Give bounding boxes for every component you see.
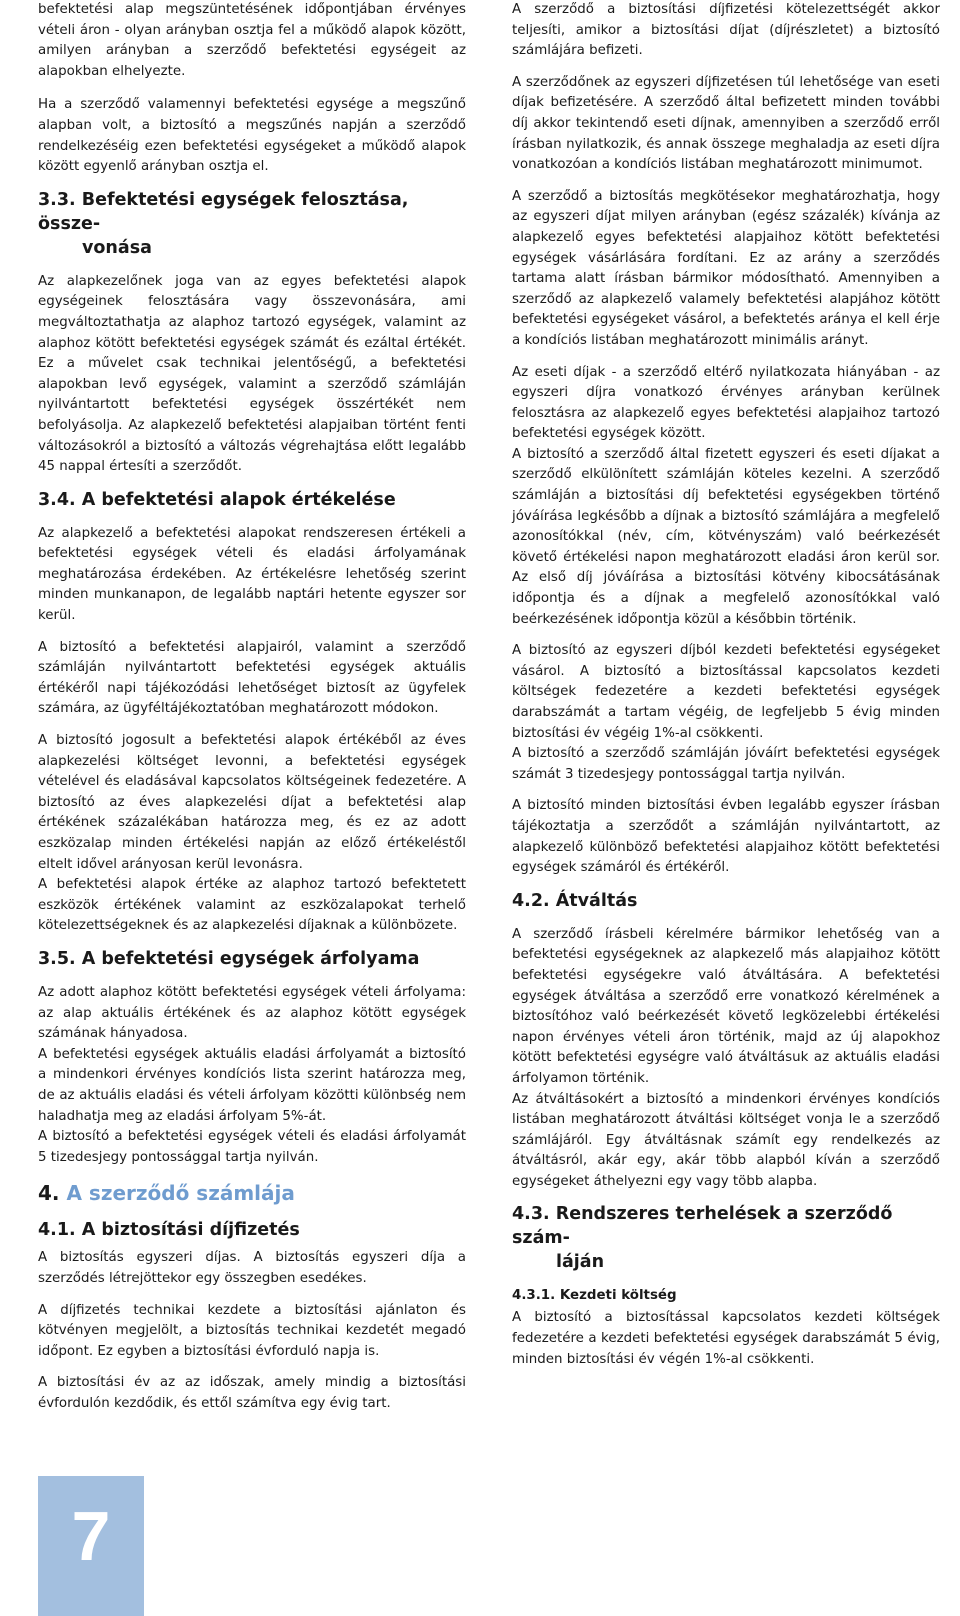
paragraph: befektetési alap megszüntetésének időpontjában érvényes vételi áron - olyan arányban osztja fel a működő alapok között, amilyen arányban a szerződő befektetési egységeit az alapokban elhelyezte. [38, 2, 466, 79]
heading-3-4: 3.4. A befektetési alapok értékelése [38, 489, 396, 510]
paragraph: A szerződőnek az egyszeri díjfizetésen túl lehetősége van eseti díjak befizetésére. A szerződő által befizetett minden további díj akkor tekintendő eseti díjnak, amennyiben a szerződő erről írásban nyilatkozik, és annak összege meghaladja az eseti díjra vonatkozóan a kondíciós listában meghatározott minimumot. [512, 74, 940, 173]
paragraph: A biztosító a befektetési alapjairól, valamint a szerződő számláján nyilvántartott befektetési egységek aktuális értékéről napi tájékozódási lehetőséget biztosít az ügyfelek számára, az ügyféltájékoztatóban meghatározott módokon. [38, 639, 466, 717]
paragraph: A biztosító a befektetési egységek vételi és eladási árfolyamát 5 tizedesjegy pontossággal tartja nyilván. [38, 1129, 466, 1165]
paragraph: A biztosító minden biztosítási évben legalább egyszer írásban tájékoztatja a szerződőt a számláján nyilvántartott, az alapkezelő különböző befektetési alapjaihoz kötött befektetési egységek számáról és értékéről. [512, 798, 940, 876]
heading-4-3-1: 4.3.1. Kezdeti költség [512, 1288, 677, 1304]
right-column [512, 0, 940, 1381]
paragraph: Az adott alaphoz kötött befektetési egységek vételi árfolyama: az alap aktuális értékének és az alaphoz kötött egységek számának hányadosa. [38, 984, 466, 1042]
heading-3-3-line1: 3.3. Befektetési egységek felosztása, össze- [38, 189, 409, 234]
paragraph: A biztosítás egyszeri díjas. A biztosítás egyszeri díja a szerződés létrejöttekor egy összegben esedékes. [38, 1250, 466, 1286]
paragraph: Az alapkezelőnek joga van az egyes befektetési alapok egységeinek felosztására vagy összevonására, ami megváltoztathatja az alaphoz tartozó egységek, valamint az alaphoz kötött befektetési egységek számát és ezáltal értékét. Ez a művelet csak technikai jelentőségű, a befektetési alapokban levő egységek, valamint a szerződő számláján nyilvántartott befektetési egységek összértékét nem befolyásolja. Az alapkezelő befektetési alapjaiban történt fenti változásokról a biztosító a változás végrehajtása előtt legalább 45 nappal értesíti a szerződőt. [38, 273, 466, 475]
heading-4-1: 4.1. A biztosítási díjfizetés [38, 1220, 300, 1241]
paragraph: A befektetési alapok értéke az alaphoz tartozó befektetett eszközök értékének valamint az eszközalapokat terhelő kötelezettségeknek és az alapkezelési díjaknak a különbözete. [38, 877, 466, 934]
heading-3-3 [38, 188, 466, 260]
paragraph: A biztosító a szerződő számláján jóváírt befektetési egységek számát 3 tizedesjegy pontossággal tartja nyilván. [512, 746, 940, 782]
heading-3-5: 3.5. A befektetési egységek árfolyama [38, 948, 420, 969]
paragraph: Az alapkezelő a befektetési alapokat rendszeresen értékeli a befektetési egységek vételi és eladási árfolyamának meghatározása érdekében. Az értékelésre lehetőség szerint minden munkanapon, de legalább naptári hetente egyszer sor kerül. [38, 525, 466, 624]
heading-4-3-line2: láján [556, 1252, 605, 1273]
heading-4-2: 4.2. Átváltás [512, 890, 638, 911]
paragraph: A biztosítási év az az időszak, amely mindig a biztosítási évfordulón kezdődik, és ettől számítva egy évig tart. [38, 1375, 466, 1411]
chapter-heading-4 [38, 1180, 466, 1206]
paragraph: Az eseti díjak - a szerződő eltérő nyilatkozata hiányában - az egyszeri díjra vonatkozó érvényes arányban kerülnek felosztásra az alapkezelő egyes befektetési alapjaihoz tartozó befektetési egységek között. [512, 364, 940, 442]
heading-4-3-line1: 4.3. Rendszeres terhelések a szerződő szám- [512, 1204, 893, 1249]
paragraph: A biztosító a szerződő által fizetett egyszeri és eseti díjakat a szerződő elkülönített számláján köteles kezelni. A szerződő számláján a biztosítási díj befektetési egységekben történő jóváírása legkésőbb a díjnak a biztosító számlájára a megfelelő azonosítókkal (név, cím, kötvényszám) való beérkezését követő értékelési napon meghatározott eladási áron kerül sor. Az első díj jóváírása a biztosítási kötvény kibocsátásának időpontja és a díjnak a megfelelő azonosítókkal való beérkezésének időpontja közül a későbbin történik. [512, 446, 940, 627]
paragraph: Az átváltásokért a biztosító a mindenkori érvényes kondíciós listában meghatározott átváltási költséget vonja le a szerződő számlájáról. Egy átváltásnak számít egy rendelkezés az átváltásról, akár egy, akár több alapból kíván a szerződő egységeket áthelyezni egy vagy több alapba. [512, 1091, 940, 1189]
chapter-number: 4. [38, 1181, 60, 1206]
heading-3-3-line2: vonása [82, 237, 152, 258]
paragraph: A díjfizetés technikai kezdete a biztosítási ajánlaton és kötvényen megjelölt, a biztosítás technikai kezdetét megadó időpont. Ez egyben a biztosítási évforduló napja is. [38, 1302, 466, 1359]
chapter-title: A szerződő számlája [66, 1181, 295, 1206]
paragraph: A biztosító az egyszeri díjból kezdeti befektetési egységeket vásárol. A biztosító a biztosítással kapcsolatos kezdeti költségek fedezetére a kezdeti befektetési egységek darabszámát a tartam végéig, de legfeljebb 5 évig minden biztosítási év végéig 1%-al csökkenti. [512, 643, 940, 741]
page-number-tab [38, 1476, 144, 1616]
paragraph: A szerződő írásbeli kérelmére bármikor lehetőség van a befektetési egységeknek az alapkezelő más alapjaihoz kötött befektetési egységekre való átváltására. A befektetési egységek átváltása a szerződő erre vonatkozó kérelmének a biztosítóhoz való beérkezését követő legközelebbi értékelési napon érvényes vételi áron történik, majd az új alapokhoz kötött befektetési egységre való átváltásuk az aktuális eladási árfolyamon történik. [512, 926, 940, 1086]
paragraph: A biztosító a biztosítással kapcsolatos kezdeti költségek fedezetére a kezdeti befektetési egységek darabszámát 5 évig, minden biztosítási év végén 1%-al csökkenti. [512, 1310, 940, 1367]
page-number: 7 [71, 1497, 111, 1575]
paragraph: Ha a szerződő valamennyi befektetési egysége a megszűnő alapban volt, a biztosító a megszűnés napján a szerződő rendelkezéséig ezen befektetési egységeket a működő alapok között egyenlő arányban osztja el. [38, 97, 466, 175]
paragraph: A szerződő a biztosítás megkötésekor meghatározhatja, hogy az egyszeri díjat milyen arányban (egész százalék) kívánja az alapkezelő egyes befektetési alapjaihoz kötött befektetési egységek vásárlására fordítani. Ez az arány a szerződés tartama alatt írásban bármikor módosítható. Amennyiben a szerződő az alapkezelő valamely befektetési alapjához kötött befektetési egységeket vásárol, a befektetés aránya el kell érje a kondíciós listában meghatározott minimális arányt. [512, 188, 940, 348]
paragraph: A szerződő a biztosítási díjfizetési kötelezettségét akkor teljesíti, amikor a biztosítási díjat (díjrészletet) a biztosító számlájára befizeti. [512, 2, 940, 59]
left-column [38, 0, 466, 1425]
paragraph: A biztosító jogosult a befektetési alapok értékéből az éves alapkezelési költséget levonni, a befektetési egységek vételével és eladásával kapcsolatos költségeinek fedezetére. A biztosító az éves alapkezelési díjat a befektetési alap értékének százalékában határozza meg, és ez az adott eszközalap minden értékelési napján az előző értékeléstől eltelt idővel arányosan kerül levonásra. [38, 733, 466, 872]
paragraph: A befektetési egységek aktuális eladási árfolyamát a biztosító a mindenkori érvényes kondíciós lista szerint határozza meg, de az aktuális eladási és vételi árfolyam közötti különbség nem haladhatja meg az eladási árfolyam 5%-át. [38, 1046, 466, 1124]
heading-4-3 [512, 1202, 940, 1274]
